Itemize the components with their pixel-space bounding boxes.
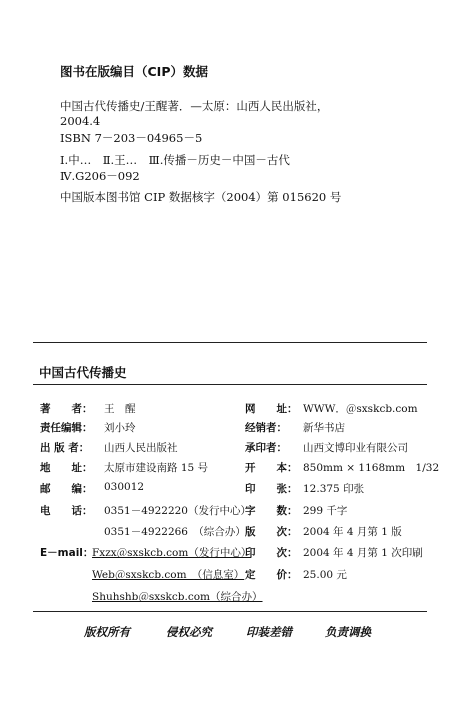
printer-value: 山西文博印业有限公司 [303,442,408,454]
printer-label: 承印者： [245,442,287,454]
format-label: 开 本： [245,462,298,474]
cip-line-1: 中国古代传播史/王醒著．—太原：山西人民出版社， [60,99,329,113]
postcode-label: 邮 编： [40,483,93,495]
publisher-value: 山西人民出版社 [104,442,178,454]
sheets-value: 12.375 印张 [303,483,365,495]
editor-value: 刘小玲 [104,422,136,434]
distributor-value: 新华书店 [303,422,345,434]
author-label: 著 者： [40,403,93,415]
cip-line-2: 2004.4 [60,114,101,128]
phone-value-1: 0351－4922220（发行中心） [104,505,251,517]
price-label: 定 价： [245,569,298,581]
address-value: 太原市建设南路 15 号 [104,462,209,474]
distributor-label: 经销者： [245,422,287,434]
cip-heading: 图书在版编目（CIP）数据 [60,64,208,79]
footer-infringement: 侵权必究 [166,625,212,639]
cip-core-number: 中国版本图书馆 CIP 数据核字（2004）第 015620 号 [60,190,342,204]
title-rule [33,384,427,385]
author-value: 王 醒 [104,403,136,415]
top-rule [33,342,427,343]
printing-value: 2004 年 4 月第 1 次印刷 [303,547,423,559]
email-link-2[interactable]: Web＠sxskcb.com （信息室） [92,569,245,581]
footer-rule [33,611,427,612]
email-link-3[interactable]: Shuhshb＠sxskcb.com（综合办） [92,591,263,603]
phone-label: 电 话： [40,505,93,517]
email-label: E－mail： [40,547,94,559]
edition-value: 2004 年 4 月第 1 版 [303,526,402,538]
email-link-1[interactable]: Fxzx＠sxskcb.com（发行中心） [92,547,252,559]
website-label: 网 址： [245,403,298,415]
cip-subjects-1: Ⅰ.中… Ⅱ.王… Ⅲ.传播－历史－中国－古代 [60,153,290,167]
editor-label: 责任编辑： [40,422,93,434]
footer-copyright: 版权所有 [84,625,130,639]
book-title: 中国古代传播史 [39,365,127,380]
format-value: 850mm × 1168mm 1/32 [303,462,440,474]
website-value[interactable]: WWW．＠sxskcb.com [303,403,418,415]
edition-label: 版 次： [245,526,298,538]
publisher-label: 出 版 者： [40,442,90,454]
cip-isbn: ISBN 7－203－04965－5 [60,131,203,145]
footer-binding-error: 印装差错 [246,625,292,639]
address-label: 地 址： [40,462,93,474]
wordcount-label: 字 数： [245,505,298,517]
price-value: 25.00 元 [303,569,347,581]
footer-exchange: 负责调换 [325,625,371,639]
phone-value-2: 0351－4922266 （综合办） [104,526,246,538]
printing-label: 印 次： [245,547,298,559]
cip-subjects-2: Ⅳ.G206－092 [60,169,140,183]
wordcount-value: 299 千字 [303,505,348,517]
postcode-value: 030012 [104,481,145,493]
sheets-label: 印 张： [245,483,298,495]
